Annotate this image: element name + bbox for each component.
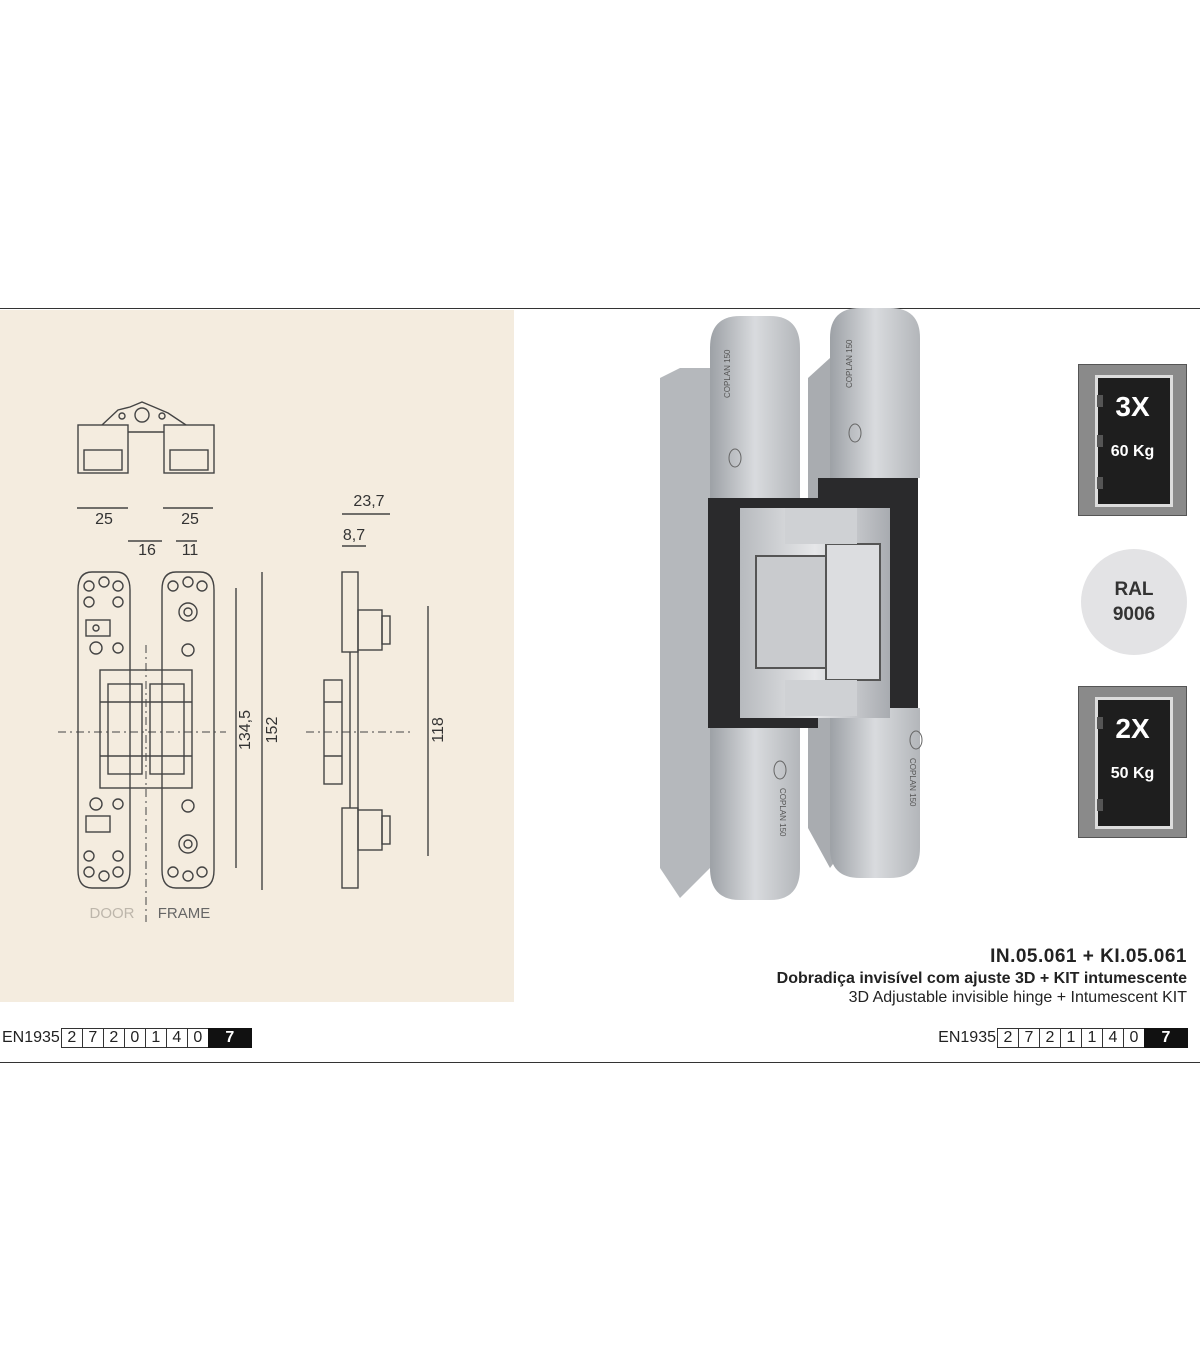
ral-color-badge bbox=[1081, 549, 1187, 655]
cert-class: 7 bbox=[1144, 1028, 1188, 1048]
load-badge-3x bbox=[1078, 364, 1187, 516]
hinge-marking-top-left: COPLAN 150 bbox=[723, 349, 732, 398]
badge-multiplier: 3X bbox=[1115, 391, 1150, 422]
dim-side-plate: 8,7 bbox=[342, 527, 366, 544]
hinge-product-photo bbox=[620, 308, 980, 908]
ral-code: 9006 bbox=[1112, 604, 1156, 625]
certification-frame bbox=[938, 1027, 1188, 1049]
product-title-english: 3D Adjustable invisible hinge + Intumescent KIT bbox=[848, 989, 1187, 1006]
cert-digit: 2 bbox=[997, 1028, 1019, 1048]
front-view-door bbox=[78, 572, 130, 888]
dim-top-right: 25 bbox=[181, 511, 199, 528]
hinge-marker-icon bbox=[1097, 477, 1103, 489]
cert-digit: 4 bbox=[166, 1028, 188, 1048]
cert-digit: 1 bbox=[1081, 1028, 1103, 1048]
cert-digit: 0 bbox=[124, 1028, 146, 1048]
front-view-frame bbox=[162, 572, 214, 888]
load-badge-2x bbox=[1078, 686, 1187, 838]
technical-drawing-panel bbox=[0, 310, 514, 1002]
cert-digit: 4 bbox=[1102, 1028, 1124, 1048]
product-codes: IN.05.061 + KI.05.061 bbox=[990, 946, 1187, 967]
badge-load: 50 Kg bbox=[1110, 765, 1155, 782]
dim-152: 152 bbox=[264, 716, 281, 744]
cert-digit: 0 bbox=[187, 1028, 209, 1048]
hinge-marking-top-right: COPLAN 150 bbox=[845, 339, 854, 388]
cert-digit: 2 bbox=[61, 1028, 83, 1048]
cert-class: 7 bbox=[208, 1028, 252, 1048]
top-rule bbox=[0, 308, 1200, 309]
hinge-marker-icon bbox=[1097, 799, 1103, 811]
cert-digit: 0 bbox=[1123, 1028, 1145, 1048]
top-view bbox=[78, 402, 214, 473]
cert-standard: EN1935 bbox=[2, 1029, 60, 1046]
ral-label: RAL bbox=[1114, 579, 1154, 600]
frame-label: FRAME bbox=[157, 905, 211, 922]
cert-digit: 2 bbox=[1039, 1028, 1061, 1048]
hinge-marking-bottom-right: COPLAN 150 bbox=[908, 758, 917, 807]
dim-top-left: 25 bbox=[95, 511, 113, 528]
dim-118: 118 bbox=[430, 717, 447, 743]
badge-multiplier: 2X bbox=[1115, 713, 1150, 744]
cert-digit: 7 bbox=[1018, 1028, 1040, 1048]
cert-digit: 1 bbox=[145, 1028, 167, 1048]
dim-side-depth: 23,7 bbox=[353, 493, 385, 510]
dim-offset-right: 11 bbox=[181, 542, 199, 559]
product-titles bbox=[777, 946, 1187, 1007]
cert-digit: 2 bbox=[103, 1028, 125, 1048]
product-title-portuguese: Dobradiça invisível com ajuste 3D + KIT intumescente bbox=[776, 970, 1187, 987]
badge-load: 60 Kg bbox=[1110, 443, 1155, 460]
certification-door bbox=[2, 1027, 252, 1049]
cert-standard: EN1935 bbox=[938, 1029, 996, 1046]
dim-134-5: 134,5 bbox=[237, 709, 254, 751]
hinge-marking-bottom-left: COPLAN 150 bbox=[778, 788, 787, 837]
dim-offset-left: 16 bbox=[138, 542, 156, 559]
technical-drawing bbox=[0, 310, 514, 1002]
cert-digit: 7 bbox=[82, 1028, 104, 1048]
cert-digit: 1 bbox=[1060, 1028, 1082, 1048]
door-label: DOOR bbox=[89, 905, 135, 922]
bottom-rule bbox=[0, 1062, 1200, 1063]
side-view bbox=[324, 572, 390, 888]
